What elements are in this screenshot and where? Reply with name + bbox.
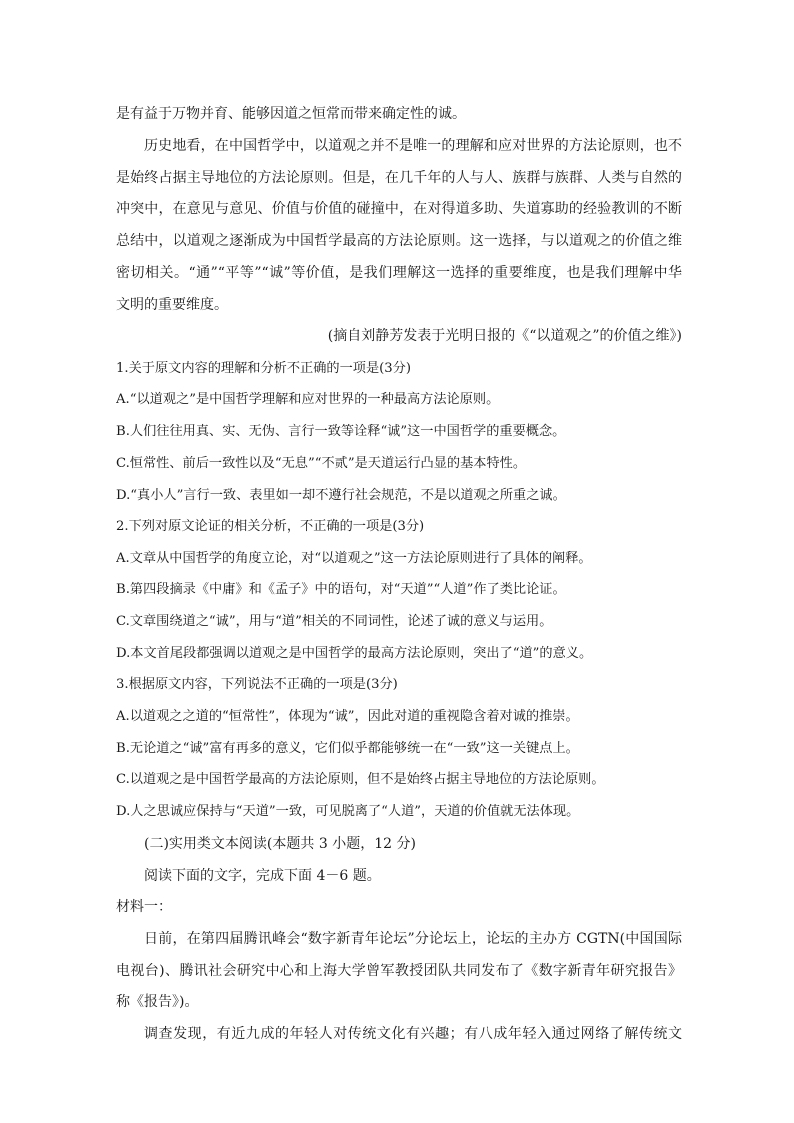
paragraph-line: 调查发现，有近九成的年轻人对传统文化有兴趣；有八成年轻入通过网络了解传统文 [144,1026,682,1042]
paragraph-line: 是始终占据主导地位的方法论原则。但是，在几千年的人与人、族群与族群、人类与自然的 [116,170,682,186]
section-heading: (二)实用类文本阅读(本题共 3 小题，12 分) [144,836,416,852]
question-2-option-d: D.本文首尾段都强调以道观之是中国哲学的最高方法论原则，突出了“道”的意义。 [116,646,593,661]
section-instruction: 阅读下面的文字，完成下面 4－6 题。 [144,868,381,884]
question-3-option-c: C.以道观之是中国哲学最高的方法论原则，但不是始终占据主导地位的方法论原则。 [116,772,605,787]
question-2-option-b: B.第四段摘录《中庸》和《孟子》中的语句，对“天道”“人道”作了类比论证。 [116,582,566,597]
paragraph-line: 总结中，以道观之逐渐成为中国哲学最高的方法论原则。这一选择，与以道观之的价值之维 [116,233,682,249]
question-3-option-b: B.无论道之“诚”富有再多的意义，它们似乎都能够统一在“一致”这一关键点上。 [116,741,579,756]
question-1-option-c: C.恒常性、前后一致性以及“无息”“不贰”是天道运行凸显的基本特性。 [116,456,527,471]
question-1-stem: 1.关于原文内容的理解和分析不正确的一项是(3分) [116,361,412,376]
question-1-option-a: A.“以道观之”是中国哲学理解和应对世界的一种最高方法论原则。 [116,392,500,407]
question-2-option-c: C.文章围绕道之“诚”，用与“道”相关的不同词性，论述了诚的意义与运用。 [116,614,553,629]
question-2-stem: 2.下列对原文论证的相关分析，不正确的一项是(3分) [116,519,425,534]
paragraph-line: 历史地看，在中国哲学中，以道观之并不是唯一的理解和应对世界的方法论原则，也不 [144,138,682,154]
question-3-stem: 3.根据原文内容，下列说法不正确的一项是(3分) [116,677,398,692]
question-1-option-d: D.“真小人”言行一致、表里如一却不遵行社会规范，不是以道观之所重之诚。 [116,488,566,503]
paragraph-line: 文明的重要维度。 [116,297,228,313]
paragraph-line: 冲突中，在意见与意见、价值与价值的碰撞中，在对得道多助、失道寡助的经验教训的不断 [116,201,682,217]
question-2-option-a: A.文章从中国哲学的角度立论，对“以道观之”这一方法论原则进行了具体的阐释。 [116,551,592,566]
text-line: 是有益于万物并育、能够因道之恒常而带来确定性的诚。 [116,106,466,122]
question-1-option-b: B.人们往往用真、实、无伪、言行一致等诠释“诚”这一中国哲学的重要概念。 [116,424,566,439]
paragraph-line: 电视台)、腾讯社会研究中心和上海大学曾军教授团队共同发布了《数字新青年研究报告》 [116,963,682,979]
material-label: 材料一： [116,899,172,915]
paragraph-line: 日前，在第四届腾讯峰会“数字新青年论坛”分论坛上，论坛的主办方 CGTN(中国国际 [144,931,682,947]
paragraph-line: 称《报告》)。 [116,994,199,1010]
source-citation: (摘自刘静芳发表于光明日报的《“以道观之”的价值之维》) [327,328,682,344]
paragraph-line: 密切相关。“通”“平等”“诚”等价值，是我们理解这一选择的重要维度，也是我们理解中华 [116,265,682,281]
question-3-option-d: D.人之思诚应保持与“天道”一致，可见脱离了“人道”，天道的价值就无法体现。 [116,804,580,819]
question-3-option-a: A.以道观之之道的“恒常性”，体现为“诚”，因此对道的重视隐含着对诚的推崇。 [116,709,579,724]
